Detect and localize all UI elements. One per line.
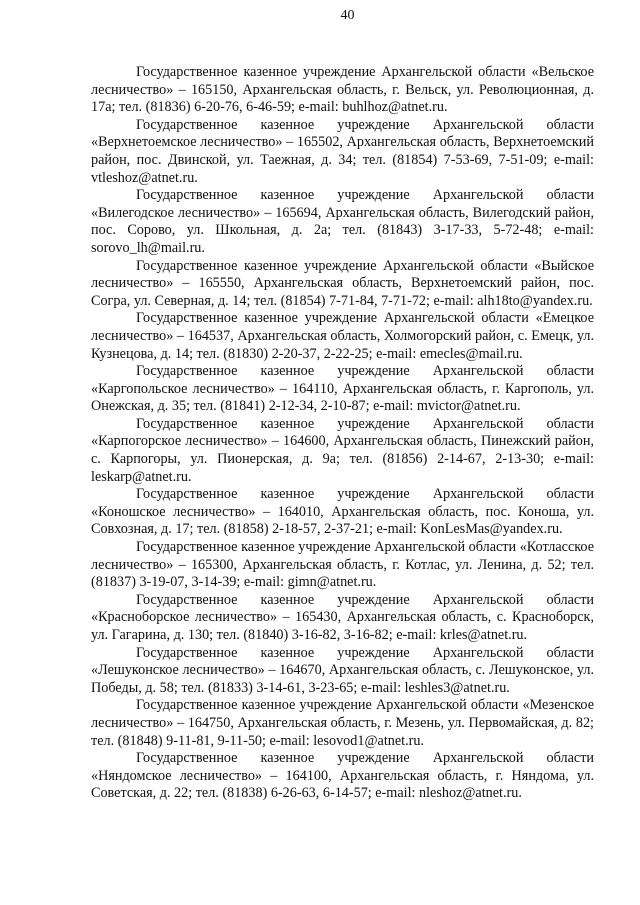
forestry-entry-velsk: Государственное казенное учреждение Архангельской области «Вельское лесничество» – 165150, Архангельская область, г. Вельск, ул. Революционная, д. 17а; тел. (81836) 6-20-76, 6-46-59; e-mail: buhlhoz@atnet.ru.: [91, 64, 594, 116]
forestry-entry-vilegodsk: Государственное казенное учреждение Архангельской области «Вилегодское лесничество» – 165694, Архангельская область, Вилегодский район, пос. Сорово, ул. Школьная, д. 2а; тел. (81843) 3-17-33, 5-72-48; e-mail: sorovo_lh@mail.ru.: [91, 187, 594, 256]
forestry-entry-verkhnetoemsk: Государственное казенное учреждение Архангельской области «Верхнетоемское лесничество» – 165502, Архангельская область, Верхнетоемский район, пос. Двинской, ул. Таежная, д. 34; тел. (81854) 7-53-69, 7-51-09; e-mail: vtleshoz@atnet.ru.: [91, 116, 594, 186]
forestry-entry-kargopol: Государственное казенное учреждение Архангельской области «Каргопольское лесничество» – 164110, Архангельская область, г. Каргополь, ул. Онежская, д. 35; тел. (81841) 2-12-34, 2-10-87; e-mail: mvictor@atnet.ru.: [91, 363, 594, 415]
forestry-entry-krasnoborsk: Государственное казенное учреждение Архангельской области «Красноборское лесничество» – 165430, Архангельская область, с. Красноборск, ул. Гагарина, д. 130; тел. (81840) 3-16-82, 3-16-82; e-mail: krles@atnet.ru.: [91, 591, 594, 643]
forestry-list: [91, 64, 594, 803]
forestry-entry-leshukonskoe: Государственное казенное учреждение Архангельской области «Лешуконское лесничество» – 164670, Архангельская область, с. Лешуконское, ул. Победы, д. 58; тел. (81833) 3-14-61, 3-23-65; e-mail: leshles3@atnet.ru.: [91, 644, 594, 696]
forestry-entry-nyandoma: Государственное казенное учреждение Архангельской области «Няндомское лесничество» – 164100, Архангельская область, г. Няндома, ул. Советская, д. 22; тел. (81838) 6-26-63, 6-14-57; e-mail: nleshoz@atnet.ru.: [91, 750, 594, 802]
forestry-entry-karpogory: Государственное казенное учреждение Архангельской области «Карпогорское лесничество» – 164600, Архангельская область, Пинежский район, с. Карпогоры, ул. Пионерская, д. 9а; тел. (81856) 2-14-67, 2-13-30; e-mail: leskarp@atnet.ru.: [91, 415, 594, 485]
forestry-entry-kotlas: Государственное казенное учреждение Архангельской области «Котласское лесничество» – 165300, Архангельская область, г. Котлас, ул. Ленина, д. 52; тел. (81837) 3-19-07, 3-14-39; e-mail: gimn@atnet.ru.: [91, 539, 594, 591]
page-number: 40: [340, 8, 355, 23]
forestry-entry-konosha: Государственное казенное учреждение Архангельской области «Коношское лесничество» – 164010, Архангельская область, пос. Коноша, ул. Совхозная, д. 17; тел. (81858) 2-18-57, 2-37-21; e-mail: KonLesMas@yandex.ru.: [91, 486, 594, 538]
forestry-entry-emetsk: Государственное казенное учреждение Архангельской области «Емецкое лесничество» – 164537, Архангельская область, Холмогорский район, с. Емецк, ул. Кузнецова, д. 14; тел. (81830) 2-20-37, 2-22-25; e-mail: emecles@mail.ru.: [91, 310, 594, 362]
forestry-entry-vyisk: Государственное казенное учреждение Архангельской области «Выйское лесничество» – 165550, Архангельская область, Верхнетоемский район, пос. Согра, ул. Северная, д. 14; тел. (81854) 7-71-84, 7-71-72; e-mail: alh18to@yandex.ru.: [91, 257, 594, 309]
forestry-entry-mezen: Государственное казенное учреждение Архангельской области «Мезенское лесничество» – 164750, Архангельская область, г. Мезень, ул. Первомайская, д. 82; тел. (81848) 9-11-81, 9-11-50; e-mail: lesovod1@atnet.ru.: [91, 697, 594, 749]
